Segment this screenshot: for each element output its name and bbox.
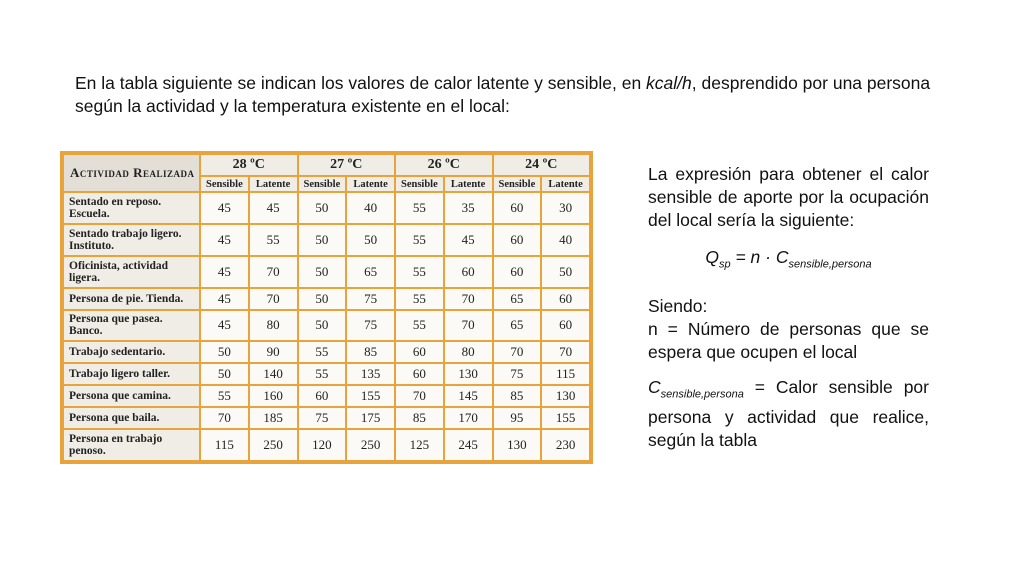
sub-header-sensible: Sensible: [299, 177, 346, 191]
sensible-value: 55: [396, 193, 443, 223]
sensible-value: 130: [494, 430, 541, 460]
activity-cell: [64, 430, 199, 460]
sensible-value: 50: [299, 193, 346, 223]
n-definition: n = Número de personas que se espera que ocupen el local: [648, 318, 929, 362]
sensible-value: 65: [494, 289, 541, 309]
activity-cell: [64, 386, 199, 406]
sensible-value: 45: [201, 289, 248, 309]
table-row: [64, 289, 589, 309]
table-body: [64, 193, 589, 460]
sensible-value: 55: [396, 289, 443, 309]
latente-value: 250: [250, 430, 297, 460]
activity-line: Sentado trabajo ligero.: [69, 227, 182, 240]
sensible-value: 55: [396, 311, 443, 341]
c-definition-text: = Calor sensible por persona y actividad que realice, según la tabla: [648, 376, 929, 450]
activity-cell: [64, 225, 199, 255]
formula-mid: = n · C: [730, 247, 789, 267]
sensible-value: 55: [201, 386, 248, 406]
intro-text: [75, 72, 935, 118]
sensible-value: 70: [201, 408, 248, 428]
sensible-value: 55: [299, 342, 346, 362]
latente-value: 40: [542, 225, 589, 255]
activity-line: Persona que baila.: [69, 412, 160, 425]
activity-header: Actividad Realizada: [64, 155, 199, 191]
sensible-value: 50: [201, 342, 248, 362]
sensible-value: 85: [494, 386, 541, 406]
latente-value: 185: [250, 408, 297, 428]
sensible-value: 60: [396, 342, 443, 362]
sensible-value: 55: [396, 257, 443, 287]
sensible-value: 50: [201, 364, 248, 384]
latente-value: 50: [542, 257, 589, 287]
activity-line: Persona que pasea.: [69, 313, 163, 326]
latente-value: 35: [445, 193, 492, 223]
latente-value: 80: [445, 342, 492, 362]
sensible-value: 65: [494, 311, 541, 341]
latente-value: 155: [542, 408, 589, 428]
latente-value: 230: [542, 430, 589, 460]
latente-value: 75: [347, 289, 394, 309]
sub-header-latente: Latente: [250, 177, 297, 191]
formula-q-sub: sp: [718, 258, 731, 271]
latente-value: 60: [542, 289, 589, 309]
sensible-value: 75: [494, 364, 541, 384]
latente-value: 70: [445, 289, 492, 309]
sub-header-sensible: Sensible: [396, 177, 443, 191]
latente-value: 250: [347, 430, 394, 460]
activity-line: penoso.: [69, 445, 106, 458]
sensible-value: 50: [299, 311, 346, 341]
sub-header-latente: Latente: [347, 177, 394, 191]
activity-line: Escuela.: [69, 207, 110, 220]
sensible-value: 115: [201, 430, 248, 460]
table-row: [64, 311, 589, 341]
latente-value: 175: [347, 408, 394, 428]
sub-header-latente: Latente: [542, 177, 589, 191]
siendo-label: Siendo:: [648, 295, 708, 316]
sensible-value: 45: [201, 225, 248, 255]
sensible-value: 55: [299, 364, 346, 384]
table-row: [64, 193, 589, 223]
c-sub: sensible,persona: [660, 388, 744, 400]
temp-header: 28 ºC: [201, 155, 297, 175]
temp-header: 26 ºC: [396, 155, 492, 175]
latente-value: 80: [250, 311, 297, 341]
latente-value: 160: [250, 386, 297, 406]
sensible-value: 70: [396, 386, 443, 406]
activity-cell: [64, 342, 199, 362]
activity-line: Sentado en reposo.: [69, 195, 162, 208]
explanation-paragraph: La expresión para obtener el calor sensible de aporte por la ocupación del local sería la siguiente:: [648, 164, 929, 230]
latente-value: 130: [445, 364, 492, 384]
sensible-value: 50: [299, 225, 346, 255]
latente-value: 55: [250, 225, 297, 255]
sensible-value: 60: [299, 386, 346, 406]
sensible-value: 60: [494, 193, 541, 223]
table-row: [64, 430, 589, 460]
activity-line: Trabajo ligero taller.: [69, 368, 171, 381]
sensible-value: 55: [396, 225, 443, 255]
activity-line: Banco.: [69, 325, 103, 338]
table-row: [64, 408, 589, 428]
sensible-value: 45: [201, 257, 248, 287]
sensible-value: 85: [396, 408, 443, 428]
formula-c-sub: sensible,persona: [788, 258, 872, 271]
latente-value: 75: [347, 311, 394, 341]
activity-line: Instituto.: [69, 239, 115, 252]
latente-value: 70: [542, 342, 589, 362]
latente-value: 70: [250, 289, 297, 309]
activity-line: Persona de pie. Tienda.: [69, 292, 184, 305]
intro-part2: , desprendido por una persona según la actividad y la temperatura existente en el local:: [75, 73, 931, 116]
activity-cell: [64, 257, 199, 287]
latente-value: 130: [542, 386, 589, 406]
sensible-value: 60: [494, 225, 541, 255]
temp-header: 24 ºC: [494, 155, 590, 175]
sensible-value: 95: [494, 408, 541, 428]
explanation-panel: [648, 163, 929, 452]
table-row: [64, 257, 589, 287]
latente-value: 135: [347, 364, 394, 384]
latente-value: 50: [347, 225, 394, 255]
latente-value: 65: [347, 257, 394, 287]
latente-value: 40: [347, 193, 394, 223]
table-row: [64, 342, 589, 362]
latente-value: 70: [445, 311, 492, 341]
heat-table: [62, 153, 591, 462]
table-row: [64, 364, 589, 384]
intro-unit: kcal/h: [646, 73, 692, 93]
intro-part1: En la tabla siguiente se indican los valores de calor latente y sensible, en: [75, 73, 647, 93]
latente-value: 140: [250, 364, 297, 384]
activity-cell: [64, 364, 199, 384]
table-row: [64, 386, 589, 406]
activity-line: Trabajo sedentario.: [69, 346, 166, 359]
latente-value: 85: [347, 342, 394, 362]
latente-value: 45: [250, 193, 297, 223]
activity-line: Persona en trabajo: [69, 433, 163, 446]
formula: [648, 246, 929, 277]
sensible-value: 60: [396, 364, 443, 384]
sensible-value: 45: [201, 311, 248, 341]
c-symbol: C: [648, 376, 661, 397]
latente-value: 45: [445, 225, 492, 255]
sensible-value: 50: [299, 257, 346, 287]
sub-header-sensible: Sensible: [494, 177, 541, 191]
latente-value: 60: [542, 311, 589, 341]
activity-cell: [64, 408, 199, 428]
formula-q: Q: [705, 247, 719, 267]
sub-header-latente: Latente: [445, 177, 492, 191]
sub-header-sensible: Sensible: [201, 177, 248, 191]
latente-value: 245: [445, 430, 492, 460]
activity-cell: [64, 311, 199, 341]
latente-value: 155: [347, 386, 394, 406]
latente-value: 115: [542, 364, 589, 384]
activity-line: Oficinista, actividad: [69, 259, 169, 272]
activity-line: Persona que camina.: [69, 390, 171, 403]
c-definition: [648, 376, 929, 453]
temp-header: 27 ºC: [299, 155, 395, 175]
latente-value: 90: [250, 342, 297, 362]
sensible-value: 50: [299, 289, 346, 309]
sensible-value: 125: [396, 430, 443, 460]
sensible-value: 120: [299, 430, 346, 460]
activity-cell: [64, 289, 199, 309]
sensible-value: 70: [494, 342, 541, 362]
latente-value: 170: [445, 408, 492, 428]
sensible-value: 75: [299, 408, 346, 428]
latente-value: 60: [445, 257, 492, 287]
latente-value: 30: [542, 193, 589, 223]
sensible-value: 60: [494, 257, 541, 287]
latente-value: 70: [250, 257, 297, 287]
sensible-value: 45: [201, 193, 248, 223]
table-row: [64, 225, 589, 255]
heat-table-frame: [60, 151, 593, 464]
latente-value: 145: [445, 386, 492, 406]
activity-line: ligera.: [69, 271, 100, 284]
activity-cell: [64, 193, 199, 223]
